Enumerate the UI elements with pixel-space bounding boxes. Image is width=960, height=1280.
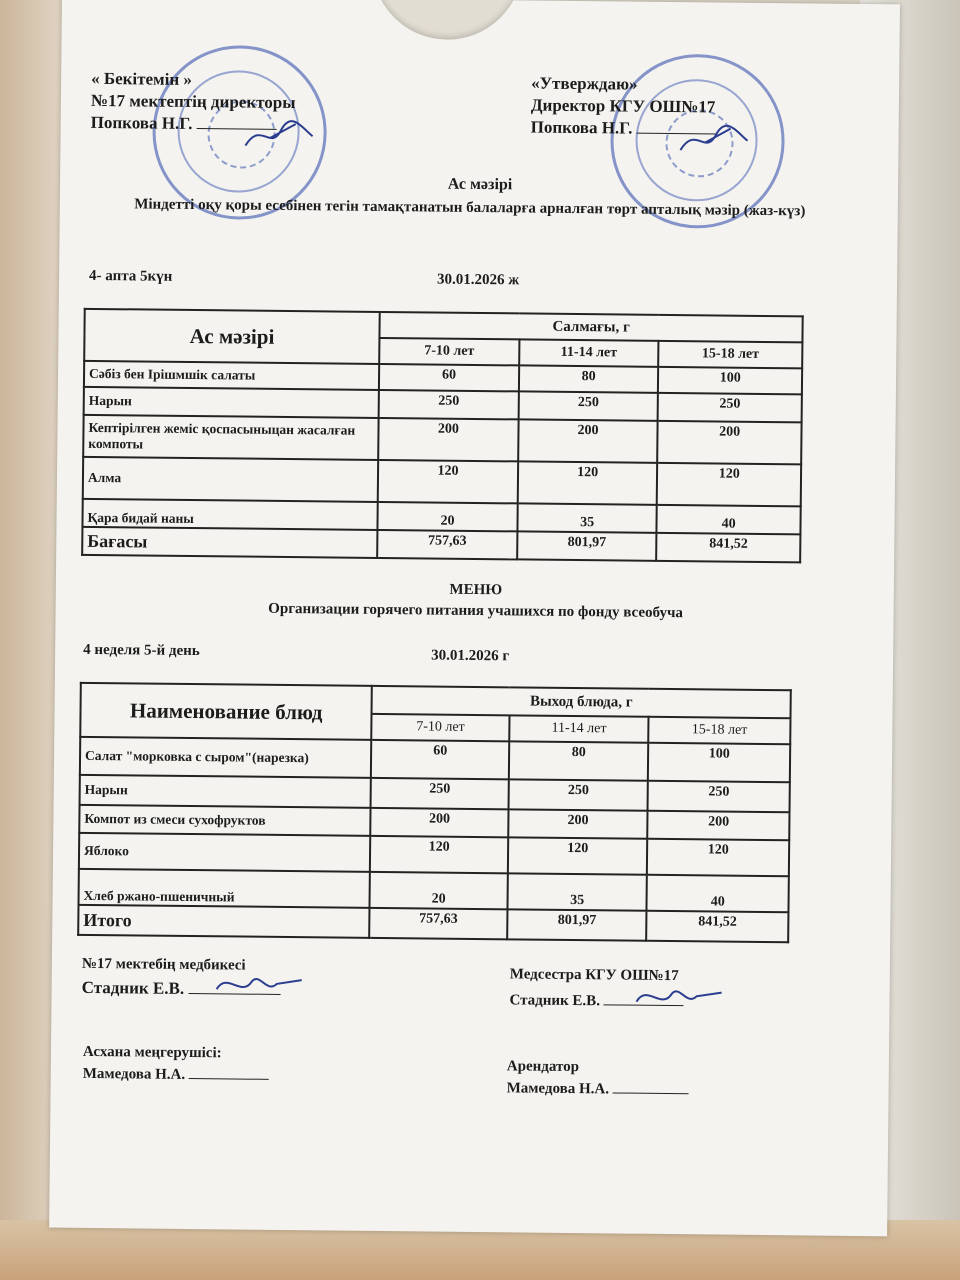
dish-weight: 60: [379, 364, 519, 391]
dish-weight: 120: [370, 836, 508, 873]
table-row: [83, 415, 801, 465]
kz-date: 30.01.2026 ж: [436, 271, 520, 289]
kz-menu-title: Ас мәзірі: [447, 175, 513, 194]
dish-weight: 80: [519, 365, 659, 392]
dish-name: Нарын: [84, 387, 379, 418]
dish-name: Сәбіз бен Ірішмшік салаты: [84, 361, 379, 390]
kz-col-weight: Салмағы, г: [380, 312, 803, 342]
dish-weight: 35: [507, 873, 647, 910]
dish-weight: 200: [648, 811, 790, 840]
hanger-hole: [372, 0, 523, 40]
dish-weight: 40: [657, 505, 801, 535]
dish-weight: 200: [378, 418, 518, 461]
ru-col-name: Наименование блюд: [80, 683, 372, 740]
dish-name: Салат "морковка с сыром"(нарезка): [80, 737, 372, 778]
kz-week-day: 4- апта 5күн: [89, 267, 173, 285]
approval-ru-position: Директор КГУ ОШ№17: [530, 95, 716, 117]
nurse-ru-title: Медсестра КГУ ОШ№17: [509, 966, 679, 985]
dish-weight: 100: [648, 743, 790, 782]
nurse-kz-title: №17 мектебің медбикесі: [81, 955, 246, 974]
dish-name: Кептірілген жеміс қоспасыныцан жасалған компоты: [83, 415, 379, 460]
dish-weight: 20: [370, 872, 508, 909]
dish-name: Алма: [83, 457, 379, 502]
dish-weight: 120: [657, 463, 801, 507]
total-price: 841,52: [657, 533, 801, 563]
ru-menu-subtitle: Организации горячего питания учашихся по фонду всеобуча: [268, 600, 684, 622]
total-price: 801,97: [507, 909, 647, 940]
dish-weight: 250: [379, 390, 519, 419]
ru-week-day: 4 неделя 5-й день: [83, 641, 200, 660]
nurse-signature-left: [212, 969, 312, 1000]
tenant-ru-name: Мамедова Н.А.: [506, 1080, 610, 1098]
dish-name: Хлеб ржано-пшеничный: [79, 869, 371, 908]
dish-weight: 250: [508, 779, 648, 810]
dish-weight: 250: [371, 778, 509, 809]
director-signature-left: [240, 115, 320, 156]
kz-age-11-14: 11-14 лет: [519, 339, 659, 366]
canteen-kz-name: Мамедова Н.А.: [82, 1065, 186, 1083]
approval-kz-name: Попкова Н.Г.: [90, 112, 193, 133]
canteen-kz-title: Асхана меңгерушісі:: [82, 1043, 222, 1062]
table-row: [83, 457, 801, 507]
total-price: 801,97: [517, 531, 657, 560]
dish-weight: 35: [517, 503, 657, 532]
dish-weight: 120: [647, 839, 789, 876]
dish-weight: 250: [658, 393, 802, 423]
kz-age-15-18: 15-18 лет: [659, 341, 803, 369]
total-price: 841,52: [647, 911, 789, 942]
tenant-ru-title: Арендатор: [506, 1058, 580, 1076]
dish-weight: 200: [508, 809, 648, 838]
dish-name: Яблоко: [79, 833, 371, 872]
canteen-kz-name-row: [83, 1066, 269, 1085]
ru-menu-title: МЕНЮ: [449, 581, 503, 599]
menu-sheet: [49, 0, 900, 1236]
total-price: 757,63: [369, 908, 507, 939]
dish-weight: 200: [518, 419, 658, 462]
ru-menu-table: [77, 682, 792, 943]
dish-name: Нарын: [80, 775, 372, 808]
dish-weight: 80: [509, 741, 649, 780]
total-label: Бағасы: [82, 527, 377, 558]
approval-ru-title: «Утверждаю»: [531, 73, 638, 94]
total-price: 757,63: [377, 530, 517, 559]
kz-age-7-10: 7-10 лет: [379, 338, 519, 365]
nurse-kz-name: Стадник Е.В.: [81, 977, 185, 998]
total-row: [78, 905, 788, 942]
dish-name: Компот из смеси сухофруктов: [79, 805, 371, 836]
director-signature-right: [675, 120, 755, 161]
tenant-ru-name-row: [507, 1080, 689, 1099]
dish-weight: 250: [648, 781, 790, 812]
approval-kz-title: « Бекітемін »: [91, 68, 193, 89]
kz-menu-table: [81, 308, 804, 564]
ru-date: 30.01.2026 г: [431, 647, 510, 665]
dish-weight: 120: [518, 461, 658, 504]
dish-weight: 60: [371, 740, 509, 779]
kz-menu-subtitle: Міндетті оқу қоры есебінен тегін тамақтанатын балаларға арналған төрт апталық мәзір (жаз-күз): [134, 196, 806, 220]
dish-weight: 200: [658, 421, 802, 465]
dish-weight: 20: [378, 502, 518, 531]
dish-weight: 120: [378, 460, 518, 503]
dish-weight: 250: [518, 391, 658, 420]
approval-kz-position: №17 мектептің директоры: [90, 90, 296, 113]
kz-col-name: Ас мәзірі: [84, 309, 380, 364]
ru-col-weight: Выход блюда, г: [372, 686, 791, 718]
dish-name: Қара бидай наны: [82, 499, 377, 530]
dish-weight: 100: [658, 367, 802, 395]
total-label: Итого: [78, 905, 370, 938]
ru-age-7-10: 7-10 лет: [372, 714, 510, 741]
ru-age-15-18: 15-18 лет: [649, 717, 791, 744]
approval-ru-name: Попкова Н.Г.: [530, 117, 633, 138]
dish-weight: 200: [371, 808, 509, 837]
ru-age-11-14: 11-14 лет: [509, 715, 649, 742]
nurse-ru-name: Стадник Е.В.: [509, 992, 601, 1010]
dish-weight: 120: [508, 837, 648, 874]
dish-weight: 40: [647, 875, 789, 912]
nurse-signature-right: [631, 982, 731, 1013]
